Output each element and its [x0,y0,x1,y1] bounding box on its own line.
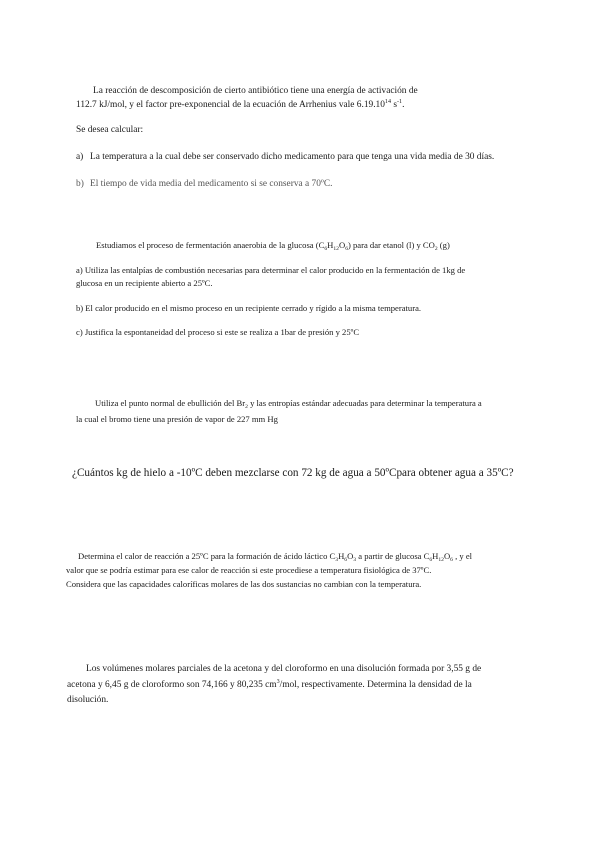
list-marker: b) [76,179,84,189]
problem5-line2: valor que se podría estimar para ese calor de reacción si este procediese a temperatura fisiológica de 37ºC. [66,565,432,575]
problem1-item-b: b) El tiempo de vida media del medicamento si se conserva a 70ºC. [76,179,333,189]
problem2-line1: Estudiamos el proceso de fermentación anaerobia de la glucosa $(C_6H_{12}O_6)$ para dar etanol (l) y $CO_2$ (g) [96,240,450,252]
problem1-intro: Se desea calcular: [76,125,144,135]
problem2-item-a-line2: glucosa en un recipiente abierto a 25ºC. [76,278,213,288]
problem1-line2: 112.7 kJ/mol, y el factor pre-exponencial de la ecuación de Arrhenius vale 6.19.10$^{14}$ $s^{-1}$. [76,99,405,110]
problem2-item-b: b) El calor producido en el mismo proceso en un recipiente cerrado y rígido a la misma temperatura. [76,303,422,313]
problem1-item-a: a) La temperatura a la cual debe ser conservado dicho medicamento para que tenga una vida media de 30 días. [76,152,495,162]
problem3-line1: Utiliza el punto normal de ebullición del $Br_2$ y las entropías estándar adecuadas para determinar la temperatura a [95,398,482,410]
problem3-line2: la cual el bromo tiene una presión de vapor de 227 mm Hg [76,414,278,424]
problem5-line3: Considera que las capacidades caloríficas molares de las dos sustancias no cambian con la temperatura. [66,579,422,589]
problem5-line1: Determina el calor de reacción a 25ºC para la formación de ácido láctico $C_3H_6O_3$ a partir de glucosa $C_6H_{12}O_6$ , y el [78,551,473,563]
problem6-line3: disolución. [67,695,109,705]
problem6-line1: Los volúmenes molares parciales de la acetona y del cloroformo en una disolución formada por 3,55 g de [86,664,482,674]
problem1-line1: La reacción de descomposición de cierto antibiótico tiene una energía de activación de [93,86,418,96]
list-marker: a) [76,152,84,162]
problem4-line1: ¿Cuántos kg de hielo a -10ºC deben mezclarse con 72 kg de agua a 50ºCpara obtener agua a 35ºC? [72,467,514,479]
problem2-item-a-line1: a) Utiliza las entalpías de combustión necesarias para determinar el calor producido en la fermentación de 1kg de [76,265,466,275]
problem2-item-c: c) Justifica la espontaneidad del proceso si este se realiza a 1bar de presión y 25ºC [76,327,360,337]
problem6-line2: acetona y 6,45 g de cloroformo son 74,166 y 80,235 $cm^3$/mol, respectivamente. Determina la densidad de la [67,679,472,690]
